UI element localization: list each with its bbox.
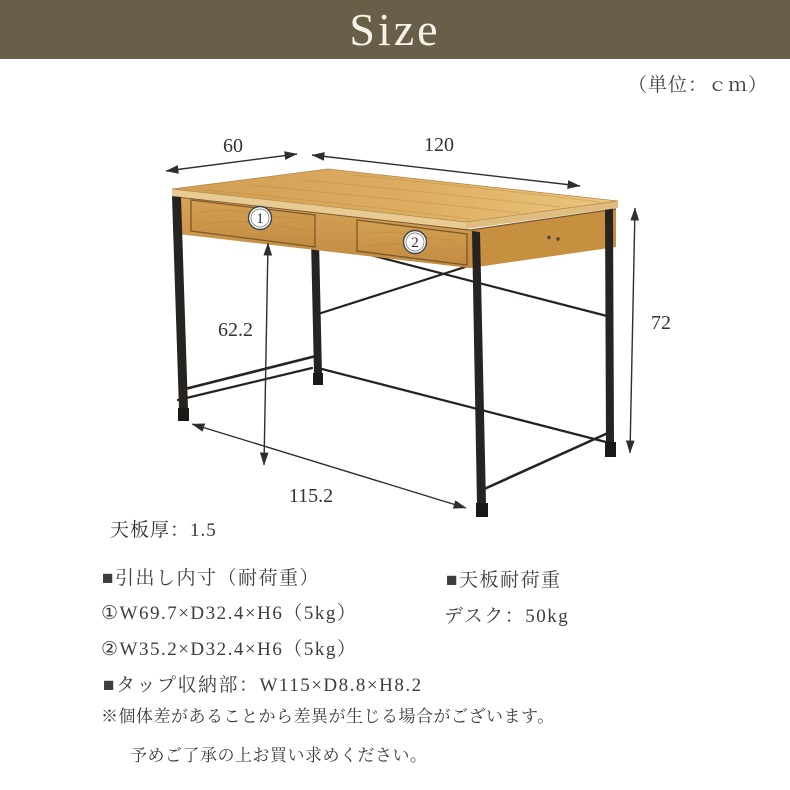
desk-back-right-foot <box>605 442 616 457</box>
desk-back-left-leg <box>311 239 322 374</box>
unit-note: （単位：ｃｍ） <box>627 75 768 96</box>
drawer2-spec: ②W35.2×D32.4×H6（5kg） <box>101 639 358 660</box>
desk-cross-braces <box>178 221 609 490</box>
disclaimer-line2: 予めご了承の上お買い求めください。 <box>130 746 428 765</box>
side-screw-hole <box>547 236 550 239</box>
desk-back-left-foot <box>313 373 323 385</box>
top-thickness-label: 天板厚：1.5 <box>110 520 217 541</box>
drawer1-spec: ①W69.7×D32.4×H6（5kg） <box>101 603 358 624</box>
height-arrow <box>630 208 635 453</box>
tap-storage-spec: ■タップ収納部：W115×D8.8×H8.2 <box>103 675 423 696</box>
page-title: Size <box>349 4 441 55</box>
depth-label: 60 <box>223 135 243 157</box>
width-label: 120 <box>424 134 454 156</box>
desk-illustration <box>172 169 618 517</box>
clearance-label: 62.2 <box>218 319 253 341</box>
svg-text:2: 2 <box>411 235 419 251</box>
drawer-marker-1 <box>249 207 272 230</box>
desk-front-right-foot <box>476 503 488 517</box>
desk-front-right-leg <box>472 231 486 504</box>
floor-span-label: 115.2 <box>288 485 334 507</box>
side-screw-hole <box>556 237 559 240</box>
clearance-arrow <box>264 243 268 465</box>
desk-back-right-leg <box>605 206 614 443</box>
height-label: 72 <box>651 312 671 334</box>
top-load-title: ■天板耐荷重 <box>446 570 562 591</box>
disclaimer-line1: ※個体差があることから差異が生じる場合がございます。 <box>101 707 555 726</box>
desk-front-left-foot <box>178 408 189 421</box>
svg-text:1: 1 <box>256 211 264 227</box>
drawer-spec-title: ■引出し内寸（耐荷重） <box>102 568 320 589</box>
drawer-marker-2 <box>404 231 427 254</box>
top-load-value: デスク：50kg <box>444 606 570 627</box>
